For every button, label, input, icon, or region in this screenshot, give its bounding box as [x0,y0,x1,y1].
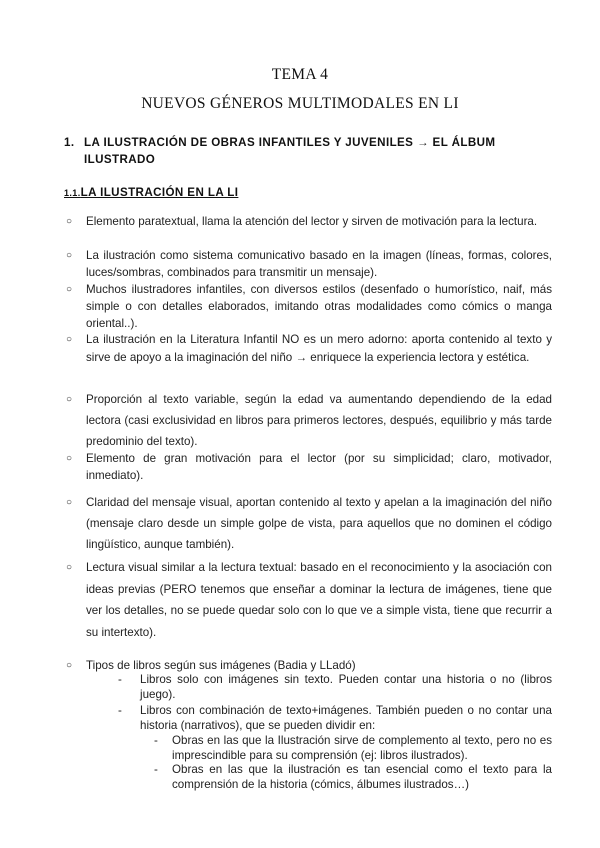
dash-icon: - [154,734,158,747]
bullet-icon: ○ [66,497,73,508]
bullet-icon: ○ [66,284,73,295]
bullet-icon: ○ [66,334,73,345]
bullet-icon: ○ [66,216,73,227]
bullet-icon: ○ [66,394,73,405]
bullet-icon: ○ [66,453,73,464]
bullet-icon: ○ [66,562,73,573]
dash-icon: - [118,673,122,686]
page-subtitle: NUEVOS GÉNEROS MULTIMODALES EN LI [141,95,459,112]
dash-icon: - [118,704,122,717]
page-title: TEMA 4 [271,66,329,83]
subsection-heading [64,186,238,199]
subsection-title: LA ILUSTRACIÓN EN LA LI [80,186,239,199]
section-number: 1. [64,136,75,149]
document-page: TEMA 4 NUEVOS GÉNEROS MULTIMODALES EN LI 1. LA ILUSTRACIÓN DE OBRAS INFANTILES Y JUVENILES → EL ÁLBUM ILUSTRADO 1.1.LA ILUSTRACIÓN EN LA LI ○ Elemento paratextual, llama la atención del lector y sirven de motivación para la lectura. ○ La ilustración como sistema comunicativo basado en la imagen (líneas, formas, colores, luces/sombras, combinados para transmitir un mensaje). ○ Muchos ilustradores infantiles, con diversos estilos (desenfado o humorístico, naif, más simple o con detalles elaborados, imitando otras modalidades como cómics o manga oriental..). ○ La ilustración en la Literatura Infantil NO es un mero adorno: aporta contenido al texto y sirve de apoyo a la imaginación del niño → enriquece la experiencia lectora y estética. ○ Proporción al texto variable, según la edad va aumentando dependiendo de la edad lectora (casi exclusividad en libros para primeros lectores, después, equilibrio y más tarde predominio del texto). ○ Elemento de gran motivación para el lector (por su simplicidad; claro, motivador, inmediato). ○ Claridad del mensaje visual, aportan contenido al texto y apelan a la imaginación del niño (mensaje claro desde un simple golpe de vista, para aquellos que no dominen el código lingüístico, aunque también). ○ Lectura visual similar a la lectura textual: basado en el reconocimiento y la asociación con ideas previas (PERO tenemos que enseñar a dominar la lectura de imágenes, tiene que ver los detalles, no se puede quedar solo con lo que ve a simple vista, tiene que recurrir a su intertexto). ○ Tipos de libros según sus imágenes (Badia y LLadó) - Libros solo con imágenes sin texto. Pueden contar una historia o no (libros juego). - Libros con combinación de texto+imágenes. También pueden o no contar una historia (narrativos), que se pueden dividir en: - Obras en las que la Ilustración sirve de complemento al texto, pero no es imprescindible para su comprensión (ej: libros ilustrados). - Obras en las que la ilustración es tan esencial como el texto para la comprensión de la historia (cómics, álbumes ilustrados…) [0,0,600,848]
dash-icon: - [154,763,158,776]
bullet-icon: ○ [66,660,73,671]
section-title: LA ILUSTRACIÓN DE OBRAS INFANTILES Y JUVENILES → EL ÁLBUM ILUSTRADO [84,136,496,166]
subsection-number: 1.1. [64,188,81,198]
bullet-icon: ○ [66,250,73,261]
